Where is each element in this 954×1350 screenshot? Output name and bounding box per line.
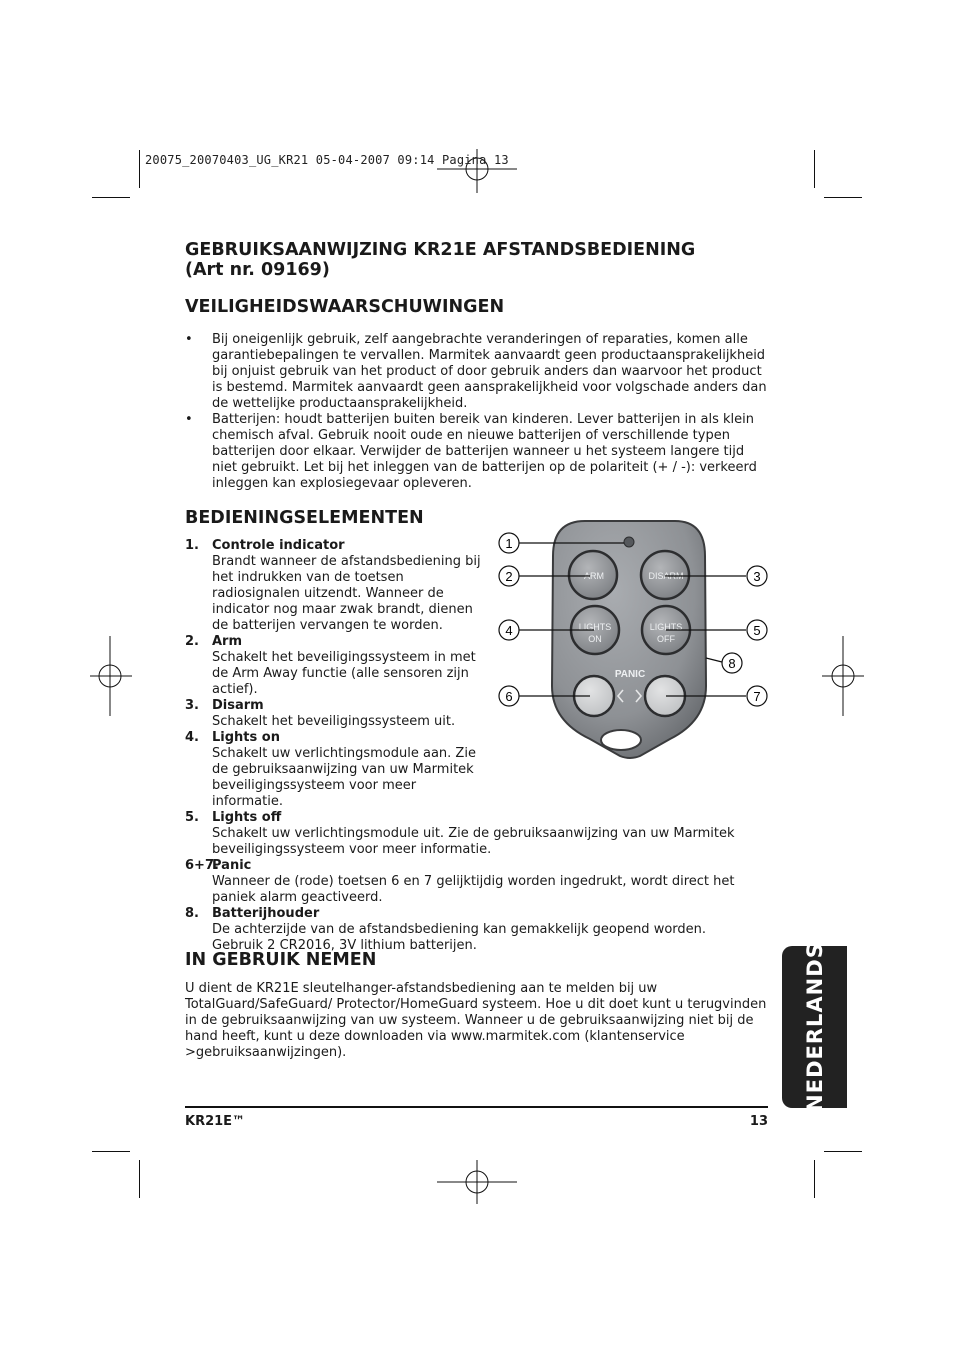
list-item <box>185 634 484 698</box>
crop-mark <box>139 1160 140 1198</box>
item-text: Wanneer de (rode) toetsen 6 en 7 gelijktijdig worden ingedrukt, wordt direct het paniek alarm geactiveerd. <box>212 874 735 905</box>
item-text: Gebruik 2 CR2016, 3V lithium batterijen. <box>212 938 477 953</box>
language-tab <box>782 942 847 1112</box>
safety-section <box>185 332 770 492</box>
callout-number: 7 <box>753 689 761 704</box>
item-title: Disarm <box>212 698 264 713</box>
lights-on-label-1: LIGHTS <box>578 622 612 632</box>
arm-label: ARM <box>584 571 604 581</box>
registration-mark-right <box>822 636 864 716</box>
document-title <box>185 240 695 280</box>
item-text: De achterzijde van de afstandsbediening kan gemakkelijk geopend worden. <box>212 922 707 937</box>
item-number: 2. <box>185 634 199 649</box>
callout-number: 4 <box>505 623 513 638</box>
item-title: Arm <box>212 634 243 649</box>
item-title: Lights on <box>212 730 280 745</box>
callout-number: 6 <box>505 689 513 704</box>
item-number: 1. <box>185 538 199 553</box>
disarm-label: DISARM <box>648 571 684 581</box>
usage-heading: IN GEBRUIK NEMEN <box>185 950 377 970</box>
safety-bullet: • Batterijen: houdt batterijen buiten bereik van kinderen. Lever batterijen in als klein chemisch afval. Gebruik nooit oude en nieuwe batterijen of verschillende typen batterijen door elkaar. Verwijder de batterijen wanneer u het systeem langere tijd niet gebruikt. Let bij het inleggen van de batterijen op de polariteit (+ / -): verkeerd inleggen kan explosiegevaar opleveren. <box>185 412 770 492</box>
list-item <box>185 538 484 634</box>
callout-number: 1 <box>505 536 513 551</box>
callout-line <box>706 658 722 662</box>
crop-mark <box>824 1151 862 1152</box>
item-title: Lights off <box>212 810 282 825</box>
item-text: Schakelt het beveiligingssysteem in met de Arm Away functie (alle sensoren zijn actief). <box>212 650 476 697</box>
item-text: Schakelt het beveiligingssysteem uit. <box>212 714 456 729</box>
crop-mark <box>139 150 140 188</box>
indicator-led <box>624 537 634 547</box>
key-ring-hole <box>601 730 641 750</box>
item-text: Schakelt uw verlichtingsmodule uit. Zie de gebruiksaanwijzing van uw Marmitek beveiligingssysteem voor meer informatie. <box>212 826 735 857</box>
remote-illustration <box>490 516 780 766</box>
title-line-1: GEBRUIKSAANWIJZING KR21E AFSTANDSBEDIENING <box>185 240 696 260</box>
callout-number: 5 <box>753 623 761 638</box>
registration-mark-left <box>90 636 132 716</box>
item-title: Controle indicator <box>212 538 345 553</box>
safety-heading: VEILIGHEIDSWAARSCHUWINGEN <box>185 297 505 317</box>
callout-number: 2 <box>505 569 513 584</box>
list-item <box>185 858 770 906</box>
item-number: 4. <box>185 730 199 745</box>
registration-mark-bottom <box>437 1160 517 1204</box>
crop-mark <box>824 197 862 198</box>
item-text: Brandt wanneer de afstandsbediening bij het indrukken van de toetsen radiosignalen uitzendt. Wanneer de indicator nog maar zwak brandt, dienen de batterijen vervangen te worden. <box>212 554 481 633</box>
safety-list <box>185 332 770 492</box>
lights-off-label-2: OFF <box>657 634 675 644</box>
list-item <box>185 730 484 810</box>
list-item <box>185 906 770 954</box>
crop-mark <box>92 1151 130 1152</box>
controls-heading: BEDIENINGSELEMENTEN <box>185 508 424 528</box>
panic-label: PANIC <box>614 669 646 680</box>
item-number: 8. <box>185 906 199 921</box>
item-number: 5. <box>185 810 199 825</box>
item-text: Schakelt uw verlichtingsmodule aan. Zie de gebruiksaanwijzing van uw Marmitek beveiligingssysteem voor meer informatie. <box>212 746 476 809</box>
item-title: Panic <box>212 858 252 873</box>
item-number: 6+7. <box>185 858 219 873</box>
crop-mark <box>814 150 815 188</box>
page-number: 13 <box>749 1114 768 1129</box>
crop-mark <box>814 1160 815 1198</box>
print-slug: 20075_20070403_UG_KR21 05-04-2007 09:14 Pagina 13 <box>145 153 509 167</box>
crop-mark <box>92 197 130 198</box>
footer-rule <box>185 1106 768 1108</box>
lights-on-label-2: ON <box>588 634 602 644</box>
language-tab-label: NEDERLANDS <box>802 942 827 1112</box>
lights-off-label-1: LIGHTS <box>649 622 683 632</box>
title-line-2: (Art nr. 09169) <box>185 260 330 280</box>
item-number: 3. <box>185 698 199 713</box>
callout-number: 8 <box>728 656 736 671</box>
callout-number: 3 <box>753 569 761 584</box>
safety-bullet: • Bij oneigenlijk gebruik, zelf aangebrachte veranderingen of reparaties, komen alle garantiebepalingen te vervallen. Marmitek aanvaardt geen productaansprakelijkheid bij onjuist gebruik van het product of door gebruik anders dan waarvoor het product is bestemd. Marmitek aanvaardt geen aansprakelijkheid voor volgschade anders dan de wettelijke productaansprakelijkheid. <box>185 332 770 412</box>
list-item <box>185 810 770 858</box>
item-title: Batterijhouder <box>212 906 320 921</box>
footer-product: KR21E™ <box>185 1114 246 1129</box>
list-item <box>185 698 484 730</box>
usage-text: U dient de KR21E sleutelhanger-afstandsbediening aan te melden bij uw TotalGuard/SafeGuard/ Protector/HomeGuard systeem. Hoe u dit doet kunt u terugvinden in de gebruiksaanwijzing van uw systeem. Wanneer u de gebruiksaanwijzing niet bij de hand heeft, kunt u deze downloaden via www.marmitek.com (klantenservice >gebruiksaanwijzingen). <box>185 981 767 1060</box>
